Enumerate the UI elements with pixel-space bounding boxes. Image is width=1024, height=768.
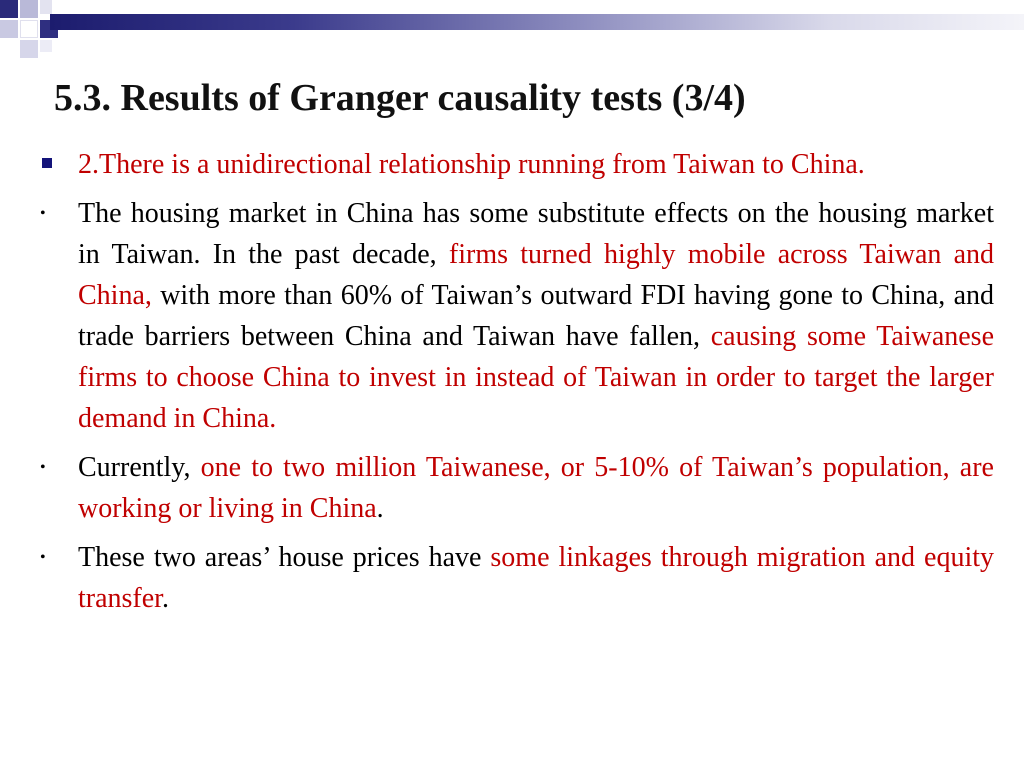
decor-square — [0, 0, 18, 18]
bullet-item-4 — [40, 537, 994, 619]
item-4-text-2: . — [161, 583, 169, 614]
bullet-item-1 — [40, 144, 994, 185]
square-bullet-icon — [42, 158, 52, 168]
item-3-highlight: one to two million Taiwanese, or 5-10% of Taiwan’s population, are working or living in China — [78, 452, 994, 524]
decor-square — [40, 40, 52, 52]
slide-body — [40, 144, 994, 627]
item-3-text-2: . — [376, 493, 384, 524]
item-2-highlight-2: causing some Taiwanese firms to choose China to invest in instead of Taiwan in order to target the larger demand in China. — [78, 321, 994, 434]
dot-bullet-icon: • — [40, 205, 46, 222]
header-decoration — [0, 0, 1024, 60]
dot-bullet-icon: • — [40, 459, 46, 476]
item-1-text: 2.There is a unidirectional relationship running from Taiwan to China. — [78, 149, 865, 180]
item-2-text-1: The housing market in China has some substitute effects on the housing market in Taiwan. In the past decade, — [78, 198, 994, 270]
item-3-text-1: Currently, — [78, 452, 201, 483]
dot-bullet-icon: • — [40, 549, 46, 566]
bullet-item-2 — [40, 193, 994, 439]
item-2-highlight-1: firms turned highly mobile across Taiwan and China, — [78, 239, 995, 311]
header-gradient-bar — [50, 14, 1024, 30]
decor-square — [0, 20, 18, 38]
decor-square — [20, 40, 38, 58]
slide-title: 5.3. Results of Granger causality tests (3/4) — [54, 77, 746, 119]
bullet-item-3 — [40, 447, 994, 529]
item-4-highlight: some linkages through migration and equity transfer — [78, 542, 995, 614]
decor-square — [20, 20, 38, 38]
item-2-text-2: with more than 60% of Taiwan’s outward FDI having gone to China, and trade barriers between China and Taiwan have fallen, — [78, 280, 994, 352]
decor-square — [20, 0, 38, 18]
decor-square — [40, 0, 52, 14]
item-4-text-1: These two areas’ house prices have — [78, 542, 491, 573]
